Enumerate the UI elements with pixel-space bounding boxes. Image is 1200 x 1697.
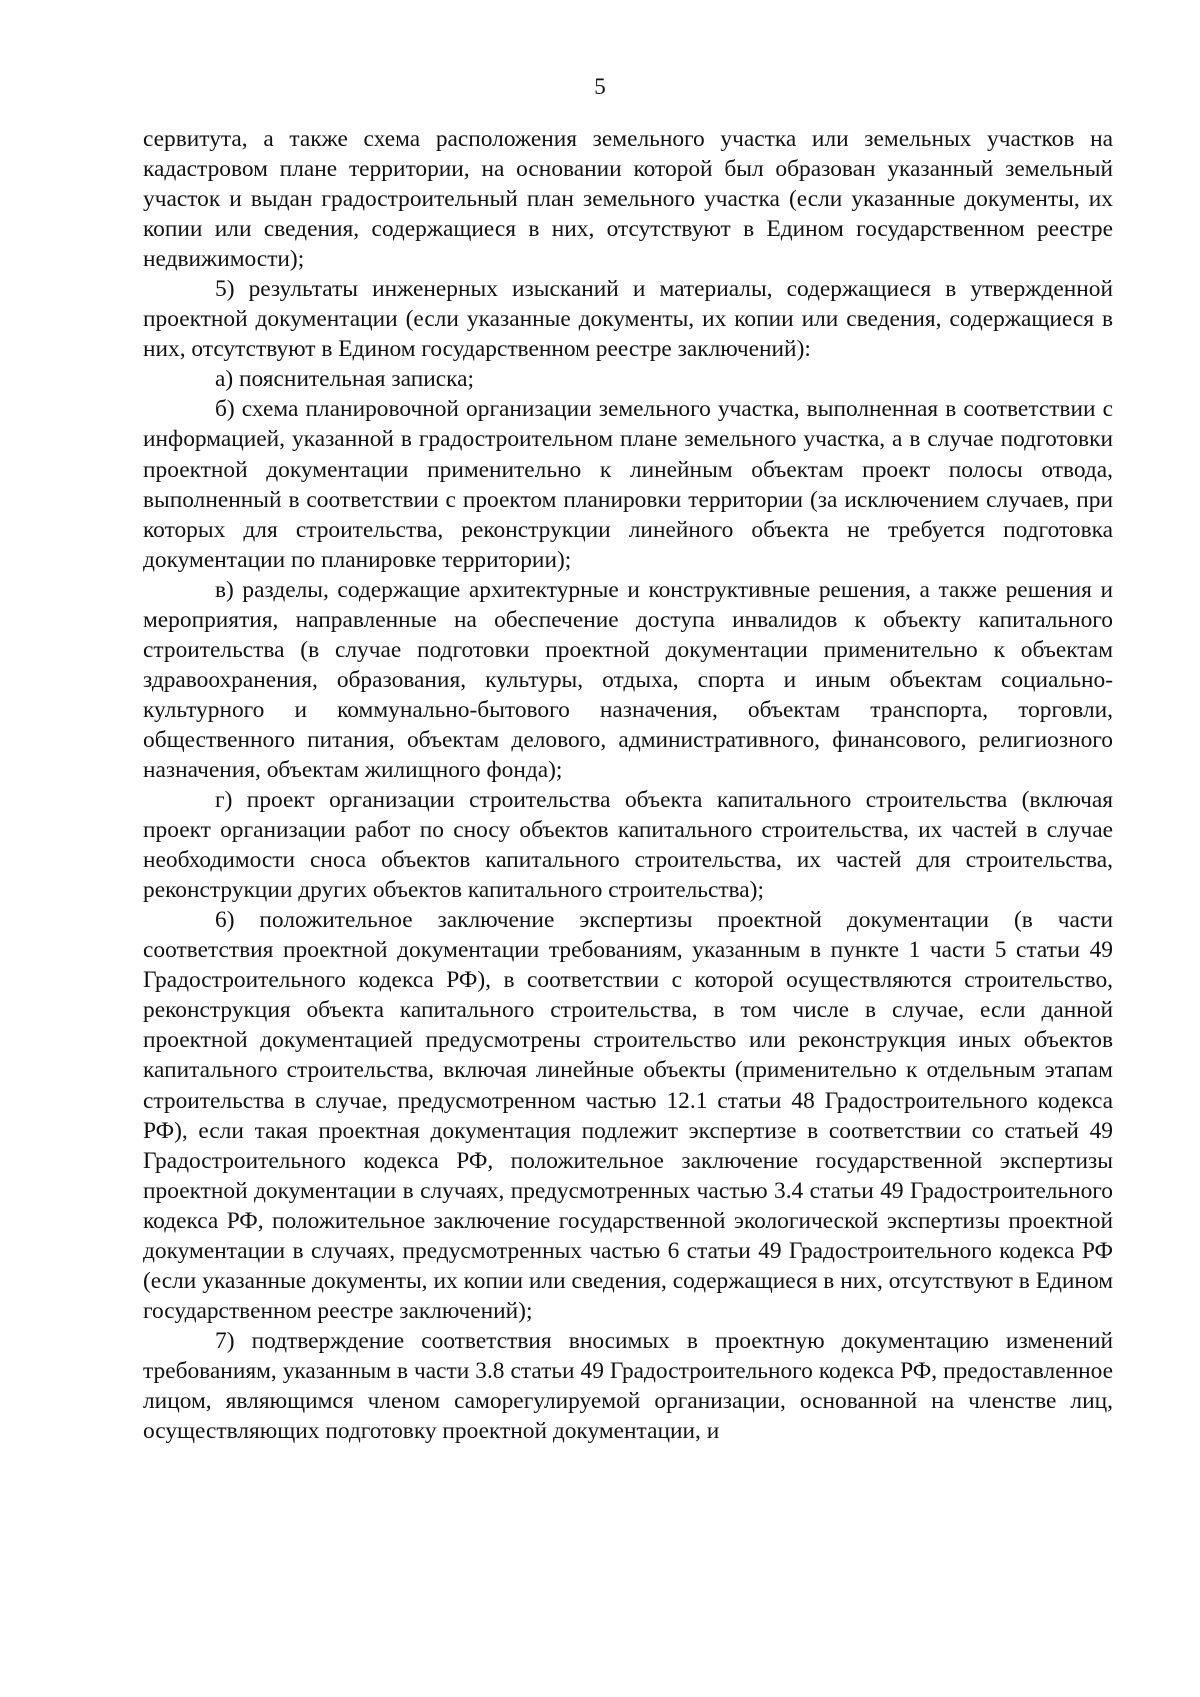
paragraph-item-5a: а) пояснительная записка;	[215, 366, 475, 393]
paragraph-item-7: 7) подтверждение соответствия вносимых в проектную документацию изменений требованиям, указанным в части 3.8 статьи 49 Градостроительного кодекса РФ, предоставленное лицом, являющимся членом саморегулируемой организации, основанной на членстве лиц, осуществляющих подготовку проектной документации, и	[143, 1327, 1113, 1445]
paragraph-continuation: сервитута, а также схема расположения земельного участка или земельных участков на кадастровом плане территории, на основании которой был образован указанный земельный участок и выдан градостроительный план земельного участка (если указанные документы, их копии или сведения, содержащиеся в них, отсутствуют в Едином государственном реестре недвижимости);	[143, 126, 1113, 273]
paragraph-item-5: 5) результаты инженерных изысканий и материалы, содержащиеся в утвержденной проектной документации (если указанные документы, их копии или сведения, содержащиеся в них, отсутствуют в Едином государственном реестре заключений):	[143, 276, 1113, 363]
paragraph-item-5b: б) схема планировочной организации земельного участка, выполненная в соответствии с информацией, указанной в градостроительном плане земельного участка, а в случае подготовки проектной документации применительно к линейным объектам проект полосы отвода, выполненный в соответствии с проектом планировки территории (за исключением случаев, при которых для строительства, реконструкции линейного объекта не требуется подготовка документации по планировке территории);	[143, 396, 1113, 573]
paragraph-item-5g: г) проект организации строительства объекта капитального строительства (включая проект организации работ по сносу объектов капитального строительства, их частей в случае необходимости сноса объектов капитального строительства, их частей для строительства, реконструкции других объектов капитального строительства);	[143, 787, 1113, 904]
document-body	[143, 124, 1113, 1446]
page-number: 5	[594, 74, 606, 99]
paragraph-item-6: 6) положительное заключение экспертизы проектной документации (в части соответствия проектной документации требованиям, указанным в пункте 1 части 5 статьи 49 Градостроительного кодекса РФ), в соответствии с которой осуществляются строительство, реконструкция объекта капитального строительства, в том числе в случае, если данной проектной документацией предусмотрены строительство или реконструкция иных объектов капитального строительства, включая линейные объекты (применительно к отдельным этапам строительства в случае, предусмотренном частью 12.1 статьи 48 Градостроительного кодекса РФ), если такая проектная документация подлежит экспертизе в соответствии со статьей 49 Градостроительного кодекса РФ, положительное заключение государственной экспертизы проектной документации в случаях, предусмотренных частью 3.4 статьи 49 Градостроительного кодекса РФ, положительное заключение государственной экологической экспертизы проектной документации в случаях, предусмотренных частью 6 статьи 49 Градостроительного кодекса РФ (если указанные документы, их копии или сведения, содержащиеся в них, отсутствуют в Едином государственном реестре заключений);	[143, 907, 1113, 1324]
paragraph-item-5v: в) разделы, содержащие архитектурные и конструктивные решения, а также решения и мероприятия, направленные на обеспечение доступа инвалидов к объекту капитального строительства (в случае подготовки проектной документации применительно к объектам здравоохранения, образования, культуры, отдыха, спорта и иным объектам социально-культурного и коммунально-бытового назначения, объектам транспорта, торговли, общественного питания, объектам делового, административного, финансового, религиозного назначения, объектам жилищного фонда);	[143, 576, 1113, 783]
